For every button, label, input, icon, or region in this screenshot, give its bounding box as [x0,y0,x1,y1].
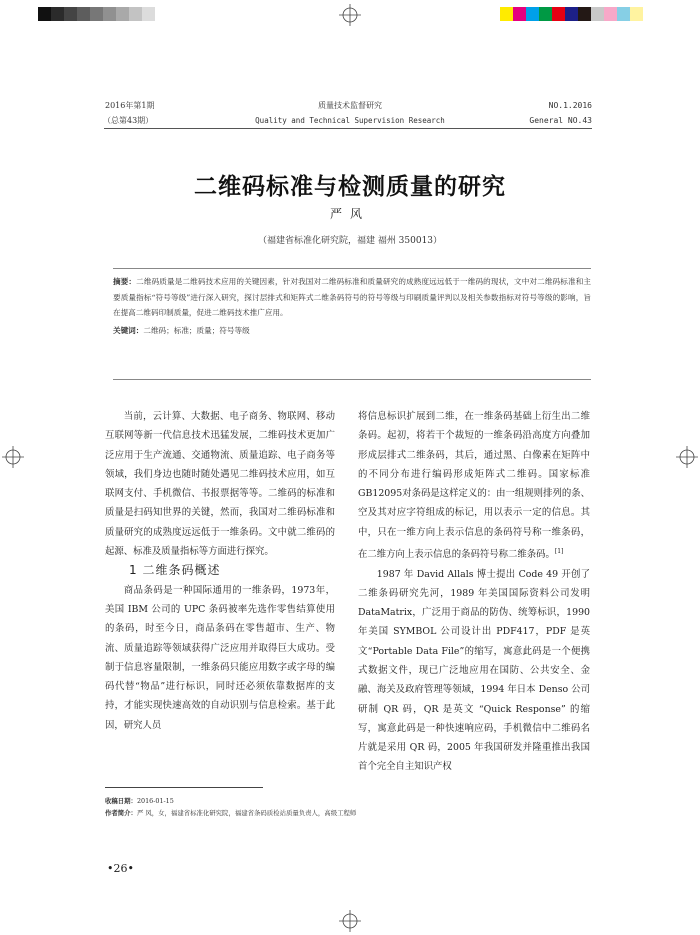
article-author: 严风 [329,207,370,221]
color-swatch-1 [500,7,513,21]
gray-swatch-8 [129,7,142,21]
abstract-block [113,274,591,374]
reference-marker: [1] [554,548,564,556]
registration-mark-top-icon [339,4,361,26]
abstract-text: 二维码质量是二维码技术应用的关键因素，针对我国对二维码标准和质量研究的成熟度远远低于一维码的现状，文中对二维码标准和主要质量指标“符号等级”进行深入研究，探讨层排式和矩阵式二维条码符号的符号等级与印刷质量评判以及相关参数指标对符号等级的影响，旨在提高二维码印制质量，促进二维码技术推广应用。 [113,277,591,318]
gray-swatch-4 [77,7,90,21]
article-title: 二维码标准与检测质量的研究 [194,174,506,200]
section-1-paragraph-1: 商品条码是一种国际通用的一维条码，1973年，美国 IBM 公司的 UPC 条码被率先选作零售结算使用的条码，时至今日，商品条码在零售超市、生产、物流、质量追踪等领域获得广泛应用并取得巨大成功。受制于信息容量限制，一维条码只能应用数字或字母的编码代替“物品”进行标识，同时还必须依靠数据库的支持，才能实现快速高效的自动识别与信息检索。基于此因，研究人员 [105,584,335,731]
section-1-paragraph-2: 将信息标识扩展到二维，在一维条码基础上衍生出二维条码。起初，将若干个裁短的一维条码沿高度方向叠加形成层排式二维条码，其后，通过黑、白像素在矩阵中的不同分布进行编码形成矩阵式二维码。国家标准GB12095对条码是这样定义的：由一组规则排列的条、空及其对应字符组成的标记，用以表示一定的信息。其中，只在一维方向上表示信息的条码符号称一维条码，在二维方向上表示信息的条码符号称二维条码。 [358,411,590,561]
header-divider [104,128,592,129]
received-date [105,796,174,806]
author-bio-value: 严 风，女，福建省标准化研究院，福建省条码质检站质量负责人，高级工程师 [136,809,357,817]
color-swatch-4 [539,7,552,21]
color-swatch-9 [604,7,617,21]
gray-swatch-1 [38,7,51,21]
color-swatch-10 [617,7,630,21]
registration-mark-left-icon [2,446,24,468]
registration-mark-bottom-icon [339,910,361,932]
general-number: General NO.43 [529,116,592,125]
gray-swatch-5 [90,7,103,21]
left-column [105,407,335,735]
abstract-label: 摘要： [113,277,137,286]
keywords-label: 关键词： [113,325,144,335]
color-swatch-2 [513,7,526,21]
gray-swatch-9 [142,7,155,21]
abstract-top-rule [113,268,591,269]
right-column [358,407,590,777]
color-swatch-3 [526,7,539,21]
received-value: 2016-01-15 [136,797,174,805]
intro-paragraph: 当前，云计算、大数据、电子商务、物联网、移动互联网等新一代信息技术迅猛发展，二维码技术更加广泛应用于生产流通、交通物流、质量追踪、电子商务等领域，我们身边也随时随处遇见二维码技术应用，如互联网支付、手机微信、书报票据等等。二维码的标准和质量是扫码知世界的关键，然而，我国对二维码标准和质量研究的成熟度远远低于一维条码。文中就二维码的起源、标准及质量指标等方面进行探究。 [105,411,335,558]
color-swatch-7 [578,7,591,21]
section-1-heading: 1 二维条码概述 [129,563,221,578]
registration-mark-right-icon [676,446,698,468]
color-swatch-8 [591,7,604,21]
color-swatch-6 [565,7,578,21]
author-bio [105,808,356,818]
author-affiliation: （福建省标准化研究院，福建 福州 350013） [257,236,443,246]
journal-name-cn: 质量技术监督研究 [318,101,382,110]
page-number: •26• [107,862,134,875]
gray-scale-bar [38,7,155,21]
color-calibration-bar [500,7,643,21]
gray-swatch-6 [103,7,116,21]
abstract-bottom-rule [113,379,591,380]
issue-number: 2016年第1期 [105,101,155,110]
color-swatch-5 [552,7,565,21]
issue-code: NO.1.2016 [548,101,592,110]
journal-name-en: Quality and Technical Supervision Research [255,116,445,125]
footnote-rule [105,787,263,788]
gray-swatch-7 [116,7,129,21]
author-bio-label: 作者简介： [105,809,137,817]
issue-total: （总第43期） [103,116,154,125]
keywords-text: 二维码；标准；质量；符号等级 [143,325,250,335]
gray-swatch-3 [64,7,77,21]
gray-swatch-2 [51,7,64,21]
section-1-paragraph-3: 1987 年 David Allals 博士提出 Code 49 开创了二维条码研究先河，1989 年美国国际资料公司发明DataMatrix，广泛用于商品的防伪、统筹标识，1990 年美国 SYMBOL 公司设计出 PDF417，PDF 是英文“Portable Data File”的缩写，寓意此码是一个便携式数据文件，现已广泛地应用在国防、公共安全、金融、海关及政府管理等领域，1994 年日本 Denso 公司研制 QR 码，QR 是英文 “Quick Response” 的缩写，寓意此码是一种快速响应码，手机微信中二维码名片就是采用 QR 码，2005 年我国研发并隆重推出我国首个完全自主知识产权 [358,568,590,773]
received-label: 收稿日期： [105,797,137,805]
color-swatch-11 [630,7,643,21]
